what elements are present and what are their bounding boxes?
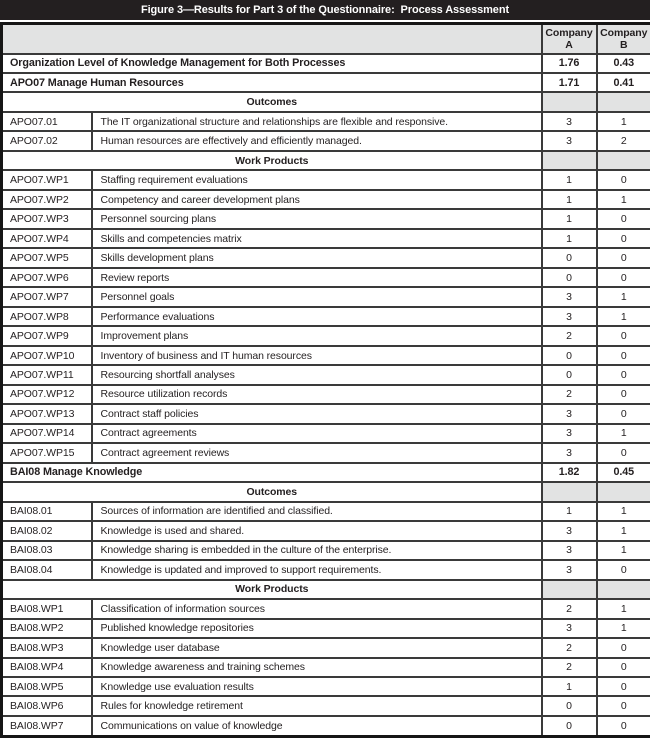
item-id: BAI08.03 [2, 541, 92, 560]
company-a-value: 1 [542, 190, 597, 209]
company-b-value: 0 [597, 658, 650, 677]
item-id: BAI08.WP6 [2, 696, 92, 715]
item-description: Knowledge awareness and training schemes [92, 658, 542, 677]
company-a-value: 0 [542, 248, 597, 267]
company-a-empty-cell [542, 92, 597, 111]
item-id: APO07.02 [2, 131, 92, 150]
company-b-value: 0.43 [597, 54, 650, 73]
item-id: APO07.01 [2, 112, 92, 131]
company-b-value: 1 [597, 287, 650, 306]
item-description: Contract agreements [92, 424, 542, 443]
company-a-value: 3 [542, 287, 597, 306]
company-b-value: 0 [597, 716, 650, 737]
company-a-empty-cell [542, 580, 597, 599]
company-a-value: 1 [542, 229, 597, 248]
company-b-value: 1 [597, 599, 650, 618]
item-id: APO07.WP8 [2, 307, 92, 326]
company-b-value: 0 [597, 677, 650, 696]
item-row [2, 404, 650, 423]
company-b-value: 0 [597, 229, 650, 248]
company-b-empty-cell [597, 482, 650, 501]
company-b-value: 0 [597, 638, 650, 657]
company-a-value: 2 [542, 599, 597, 618]
item-id: APO07.WP9 [2, 326, 92, 345]
item-id: BAI08.WP5 [2, 677, 92, 696]
section-label: Outcomes [2, 482, 542, 501]
item-row [2, 209, 650, 228]
company-b-value: 1 [597, 619, 650, 638]
item-description: The IT organizational structure and relationships are flexible and responsive. [92, 112, 542, 131]
summary-row [2, 463, 650, 482]
company-a-value: 2 [542, 638, 597, 657]
item-id: APO07.WP6 [2, 268, 92, 287]
col-header-company-b-line2: B [620, 38, 628, 51]
item-id: APO07.WP13 [2, 404, 92, 423]
item-row [2, 424, 650, 443]
company-b-value: 0 [597, 346, 650, 365]
col-header-company-b [597, 24, 650, 54]
item-row [2, 170, 650, 189]
item-id: APO07.WP11 [2, 365, 92, 384]
item-id: BAI08.04 [2, 560, 92, 579]
item-id: APO07.WP5 [2, 248, 92, 267]
item-id: APO07.WP12 [2, 385, 92, 404]
item-description: Rules for knowledge retirement [92, 696, 542, 715]
company-a-empty-cell [542, 151, 597, 170]
company-a-value: 2 [542, 326, 597, 345]
company-a-value: 2 [542, 385, 597, 404]
company-a-value: 3 [542, 307, 597, 326]
company-b-empty-cell [597, 580, 650, 599]
item-row [2, 365, 650, 384]
company-a-value: 3 [542, 521, 597, 540]
company-b-value: 0.41 [597, 73, 650, 92]
item-id: BAI08.WP4 [2, 658, 92, 677]
company-a-value: 0 [542, 268, 597, 287]
item-row [2, 229, 650, 248]
company-b-value: 0 [597, 268, 650, 287]
item-row [2, 287, 650, 306]
item-description: Knowledge user database [92, 638, 542, 657]
company-b-value: 0 [597, 248, 650, 267]
company-a-value: 3 [542, 560, 597, 579]
item-description: Personnel goals [92, 287, 542, 306]
col-header-company-a-line2: A [565, 38, 573, 51]
item-description: Knowledge sharing is embedded in the culture of the enterprise. [92, 541, 542, 560]
company-b-value: 2 [597, 131, 650, 150]
item-row [2, 599, 650, 618]
item-description: Review reports [92, 268, 542, 287]
item-description: Staffing requirement evaluations [92, 170, 542, 189]
company-a-value: 1.82 [542, 463, 597, 482]
company-a-value: 0 [542, 716, 597, 737]
table-header-row [2, 24, 650, 54]
item-row [2, 346, 650, 365]
item-id: APO07.WP14 [2, 424, 92, 443]
company-b-value: 1 [597, 541, 650, 560]
item-id: BAI08.WP3 [2, 638, 92, 657]
item-id: BAI08.02 [2, 521, 92, 540]
item-description: Resource utilization records [92, 385, 542, 404]
item-id: APO07.WP2 [2, 190, 92, 209]
summary-row [2, 54, 650, 73]
summary-label: APO07 Manage Human Resources [2, 73, 542, 92]
item-description: Competency and career development plans [92, 190, 542, 209]
company-b-value: 0 [597, 326, 650, 345]
section-label: Work Products [2, 580, 542, 599]
section-label: Outcomes [2, 92, 542, 111]
item-description: Knowledge use evaluation results [92, 677, 542, 696]
company-b-value: 1 [597, 190, 650, 209]
item-row [2, 658, 650, 677]
item-row [2, 131, 650, 150]
company-a-value: 3 [542, 541, 597, 560]
company-b-value: 1 [597, 521, 650, 540]
company-a-value: 1 [542, 502, 597, 521]
summary-label: BAI08 Manage Knowledge [2, 463, 542, 482]
item-description: Contract staff policies [92, 404, 542, 423]
company-b-value: 0 [597, 365, 650, 384]
item-row [2, 696, 650, 715]
item-row [2, 521, 650, 540]
item-row [2, 677, 650, 696]
company-b-value: 1 [597, 424, 650, 443]
company-b-value: 0 [597, 560, 650, 579]
company-a-value: 1 [542, 170, 597, 189]
item-id: APO07.WP1 [2, 170, 92, 189]
col-header-company-a [542, 24, 597, 54]
item-row [2, 268, 650, 287]
item-id: APO07.WP15 [2, 443, 92, 462]
item-description: Human resources are effectively and efficiently managed. [92, 131, 542, 150]
company-a-empty-cell [542, 482, 597, 501]
item-id: BAI08.01 [2, 502, 92, 521]
summary-label: Organization Level of Knowledge Management for Both Processes [2, 54, 542, 73]
company-b-value: 0 [597, 209, 650, 228]
item-row [2, 560, 650, 579]
item-id: APO07.WP3 [2, 209, 92, 228]
section-header-row [2, 92, 650, 111]
company-b-value: 0 [597, 385, 650, 404]
company-b-value: 0.45 [597, 463, 650, 482]
item-description: Sources of information are identified and classified. [92, 502, 542, 521]
summary-row [2, 73, 650, 92]
company-b-empty-cell [597, 92, 650, 111]
item-description: Inventory of business and IT human resources [92, 346, 542, 365]
item-row [2, 190, 650, 209]
item-description: Skills and competencies matrix [92, 229, 542, 248]
company-a-value: 1 [542, 677, 597, 696]
col-header-company-a-line1: Company [545, 26, 593, 39]
col-header-company-b-line1: Company [600, 26, 648, 39]
company-a-value: 1.71 [542, 73, 597, 92]
company-a-value: 3 [542, 424, 597, 443]
item-description: Resourcing shortfall analyses [92, 365, 542, 384]
item-row [2, 326, 650, 345]
item-description: Personnel sourcing plans [92, 209, 542, 228]
item-row [2, 385, 650, 404]
company-b-value: 0 [597, 696, 650, 715]
item-id: BAI08.WP1 [2, 599, 92, 618]
item-row [2, 112, 650, 131]
item-row [2, 502, 650, 521]
item-id: APO07.WP7 [2, 287, 92, 306]
item-description: Published knowledge repositories [92, 619, 542, 638]
company-a-value: 3 [542, 131, 597, 150]
item-description: Skills development plans [92, 248, 542, 267]
item-row [2, 443, 650, 462]
company-a-value: 0 [542, 346, 597, 365]
company-b-value: 0 [597, 443, 650, 462]
company-b-value: 1 [597, 307, 650, 326]
item-row [2, 716, 650, 737]
company-b-value: 0 [597, 404, 650, 423]
company-a-value: 3 [542, 443, 597, 462]
section-header-row [2, 151, 650, 170]
company-b-value: 1 [597, 112, 650, 131]
item-description: Knowledge is used and shared. [92, 521, 542, 540]
item-id: BAI08.WP7 [2, 716, 92, 737]
company-a-value: 3 [542, 619, 597, 638]
company-a-value: 1 [542, 209, 597, 228]
company-b-value: 0 [597, 170, 650, 189]
company-a-value: 2 [542, 658, 597, 677]
section-header-row [2, 482, 650, 501]
item-id: APO07.WP4 [2, 229, 92, 248]
item-description: Communications on value of knowledge [92, 716, 542, 737]
item-row [2, 638, 650, 657]
item-description: Classification of information sources [92, 599, 542, 618]
section-header-row [2, 580, 650, 599]
company-a-value: 3 [542, 404, 597, 423]
company-a-value: 1.76 [542, 54, 597, 73]
item-row [2, 541, 650, 560]
company-b-value: 1 [597, 502, 650, 521]
item-description: Knowledge is updated and improved to support requirements. [92, 560, 542, 579]
item-description: Performance evaluations [92, 307, 542, 326]
process-assessment-table [0, 22, 650, 738]
figure-title: Figure 3—Results for Part 3 of the Questionnaire: Process Assessment [0, 0, 650, 20]
header-empty-cell [2, 24, 542, 54]
item-row [2, 619, 650, 638]
company-a-value: 3 [542, 112, 597, 131]
item-row [2, 248, 650, 267]
item-id: BAI08.WP2 [2, 619, 92, 638]
item-row [2, 307, 650, 326]
section-label: Work Products [2, 151, 542, 170]
company-a-value: 0 [542, 365, 597, 384]
item-description: Improvement plans [92, 326, 542, 345]
company-b-empty-cell [597, 151, 650, 170]
company-a-value: 0 [542, 696, 597, 715]
item-id: APO07.WP10 [2, 346, 92, 365]
item-description: Contract agreement reviews [92, 443, 542, 462]
